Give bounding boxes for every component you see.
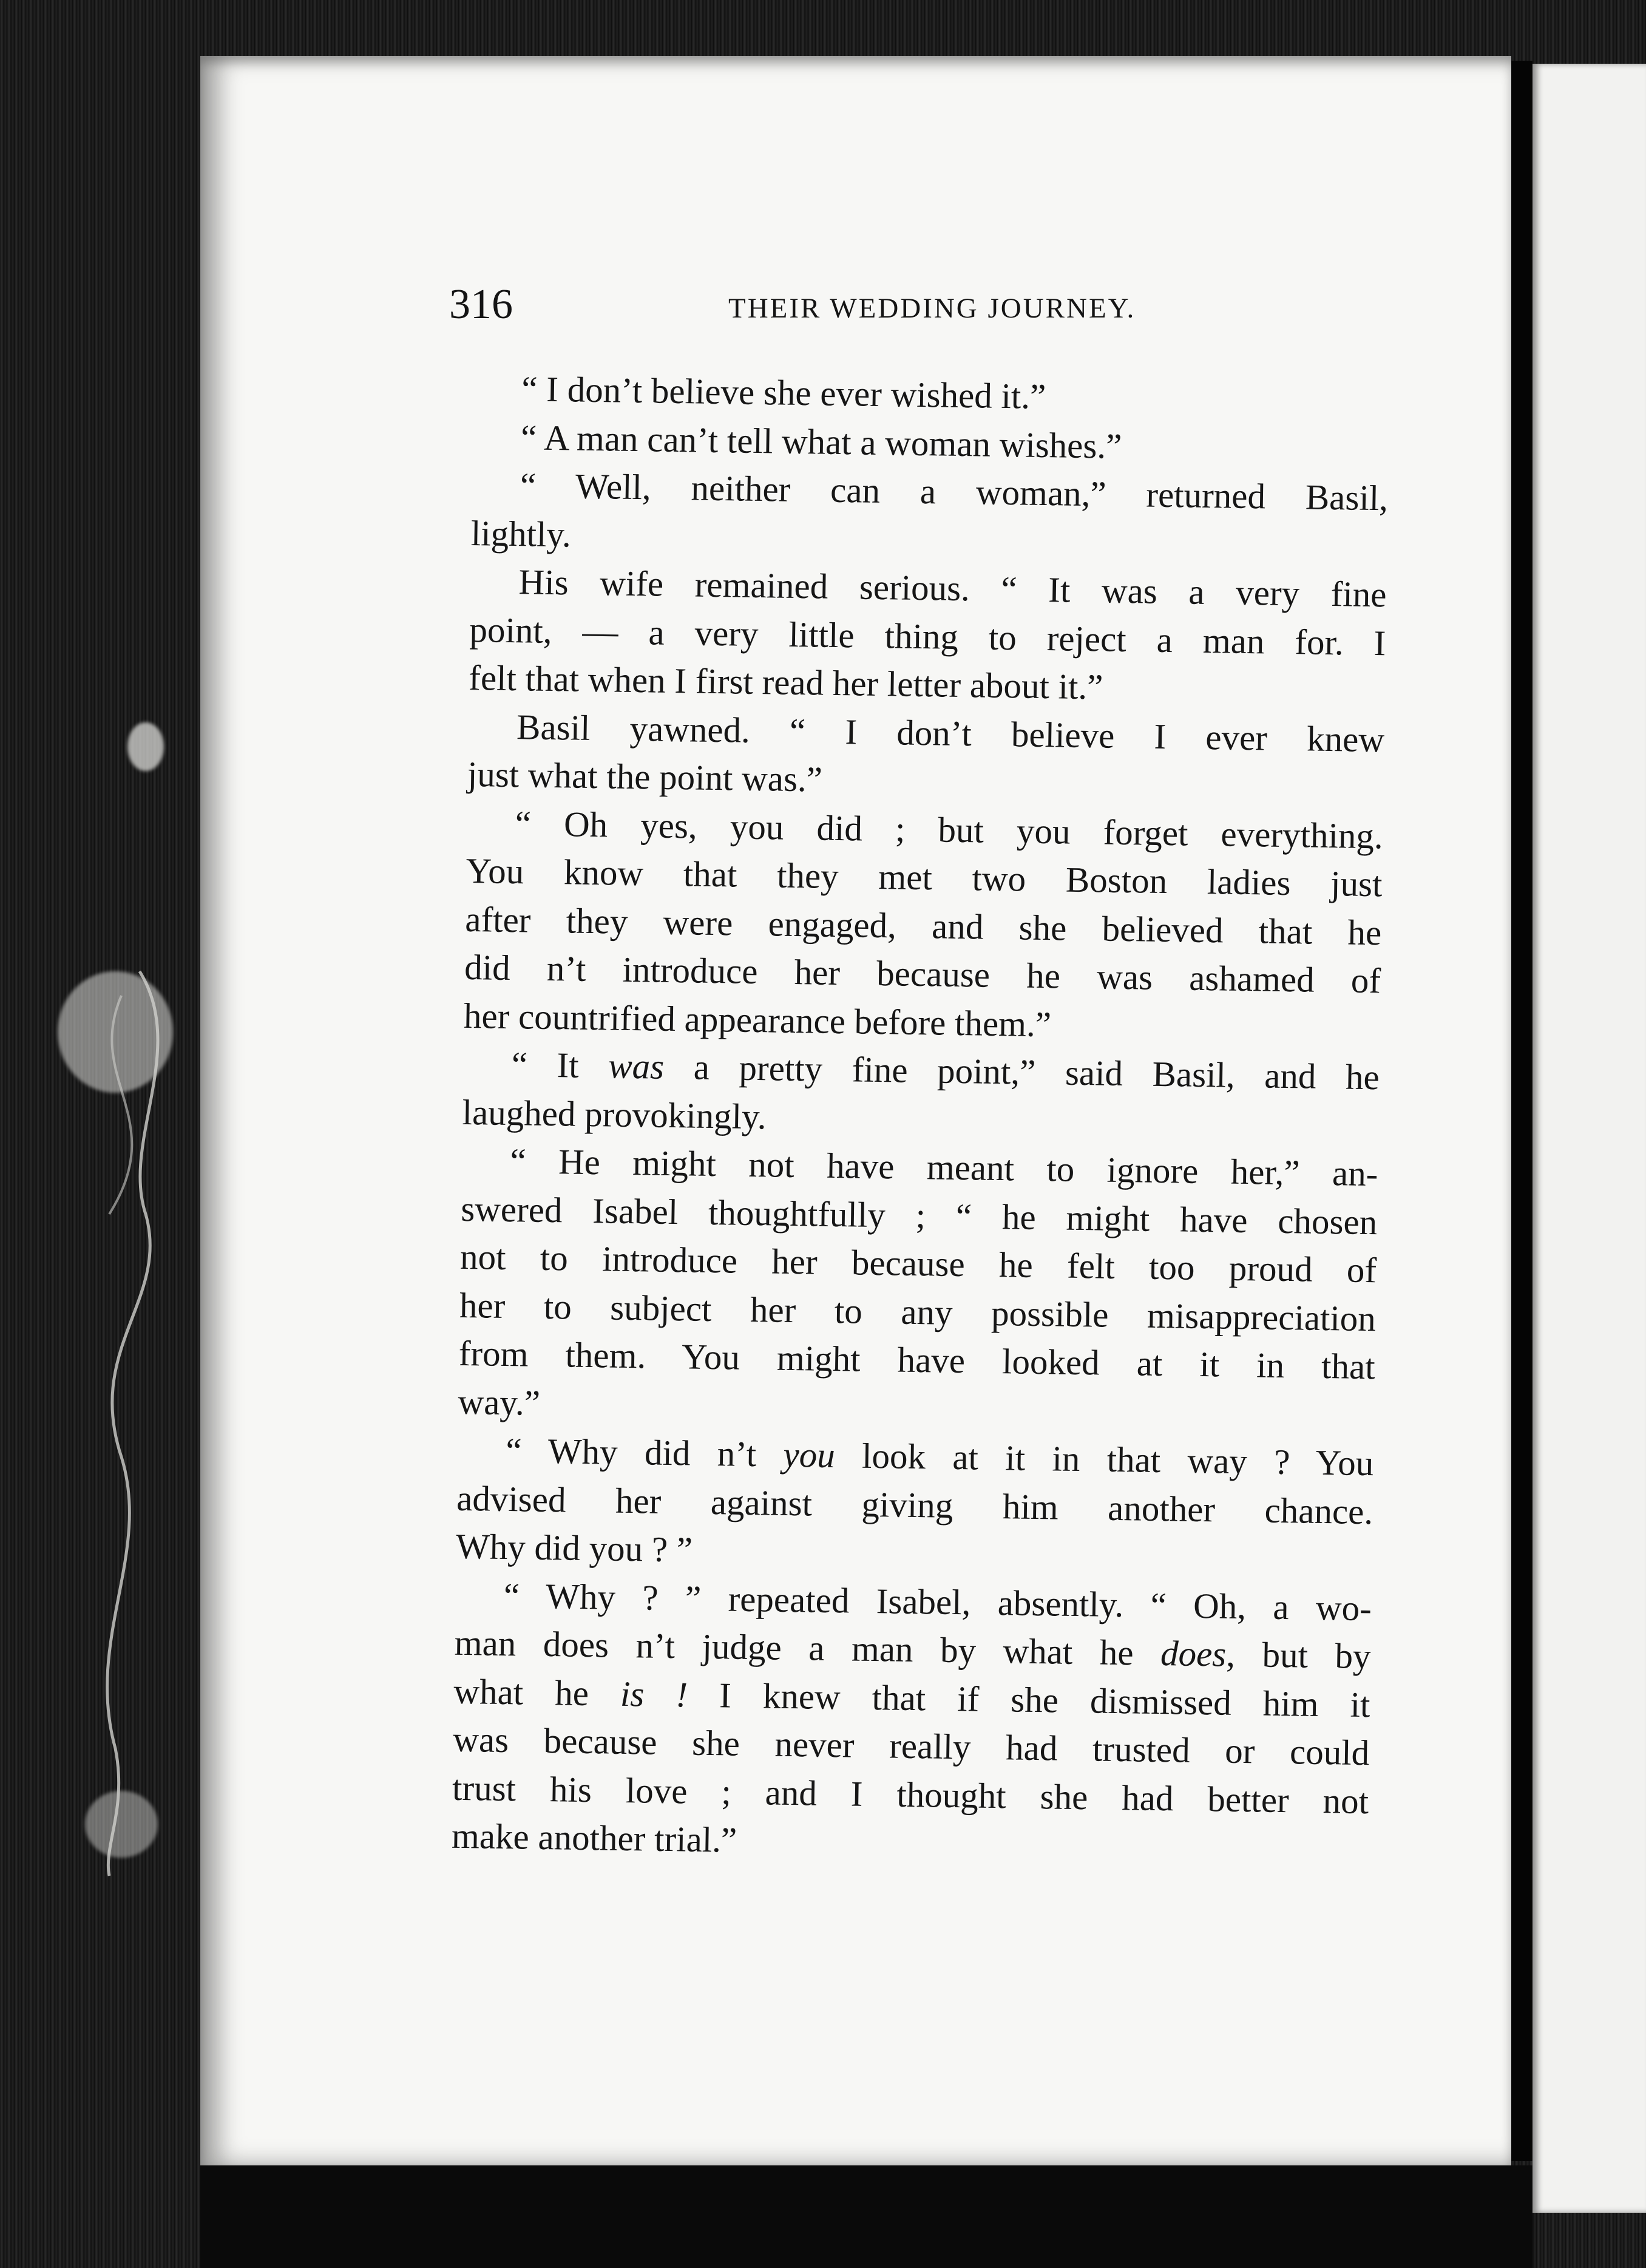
text-line: “ I don’t believe she ever wished it.” — [521, 368, 1046, 416]
text-line: His wife remained serious. “ It was a very fine — [518, 562, 1387, 615]
text-line: “ A man can’t tell what a woman wishes.” — [520, 416, 1122, 466]
text-line: just what the point was.” — [467, 753, 823, 800]
text-run: I knew that if she dismissed him it — [687, 1674, 1370, 1725]
text-line: “ He might not have meant to ignore her,” an- — [510, 1141, 1378, 1194]
page-number: 316 — [449, 281, 513, 328]
italic-word: was — [608, 1045, 665, 1087]
text-line: way.” — [458, 1381, 541, 1423]
body-text — [451, 364, 1389, 1874]
text-line: Why did you ? ” — [455, 1526, 693, 1570]
italic-word: is ! — [620, 1673, 688, 1714]
text-run: a pretty fine point,” said Basil, and he — [663, 1046, 1380, 1098]
text-line: her to subject her to any possible misappreciation — [459, 1285, 1377, 1339]
text-run: , but by — [1225, 1634, 1372, 1677]
text-line: “ Well, neither can a woman,” returned Basil, — [520, 465, 1389, 518]
text-run: what he — [453, 1671, 621, 1714]
text-run: “ Why did n’t — [505, 1430, 784, 1475]
text-run: look at it in that way ? You — [835, 1435, 1374, 1484]
facing-page-edge — [1533, 64, 1646, 2213]
text-line: not to introduce her because he felt too proud of — [459, 1236, 1377, 1291]
text-line: from them. You might have looked at it in that — [458, 1333, 1376, 1387]
text-line: “ Why ? ” repeated Isabel, absently. “ Oh, a wo- — [503, 1575, 1372, 1628]
text-line: point, — a very little thing to reject a man for. I — [469, 609, 1386, 663]
gutter-shadow — [1511, 61, 1533, 2161]
text-line: trust his love ; and I thought she had better not — [452, 1767, 1369, 1821]
loose-thread — [49, 959, 194, 1882]
text-line: after they were engaged, and she believed that he — [464, 898, 1382, 952]
bottom-shadow — [200, 2165, 1533, 2268]
text-line: felt that when I first read her letter about it.” — [468, 657, 1103, 707]
text-line: You know that they met two Boston ladies just — [466, 850, 1383, 905]
text-line: was because she never really had trusted or could — [452, 1719, 1370, 1773]
running-head: THEIR WEDDING JOURNEY. — [728, 293, 1136, 324]
text-line: advised her against giving him another chance. — [456, 1478, 1373, 1532]
text-line: laughed provokingly. — [462, 1092, 767, 1136]
text-line: lightly. — [470, 512, 572, 554]
text-line: swered Isabel thoughtfully ; “ he might have chosen — [460, 1188, 1378, 1242]
text-run: “ It — [511, 1044, 609, 1086]
italic-word: you — [783, 1434, 836, 1476]
text-run: man does n’t judge a man by what he — [454, 1622, 1161, 1674]
italic-word: does — [1160, 1633, 1227, 1674]
page-header — [449, 280, 1153, 335]
text-line: did n’t introduce her because he was ashamed of — [464, 946, 1381, 1001]
text-line: Basil yawned. “ I don’t believe I ever knew — [516, 706, 1385, 759]
text-line: “ Oh yes, you did ; but you forget everything. — [515, 803, 1384, 856]
text-line: her countrified appearance before them.” — [463, 995, 1052, 1044]
text-line: make another trial.” — [451, 1815, 737, 1860]
paper-debris — [127, 722, 164, 771]
